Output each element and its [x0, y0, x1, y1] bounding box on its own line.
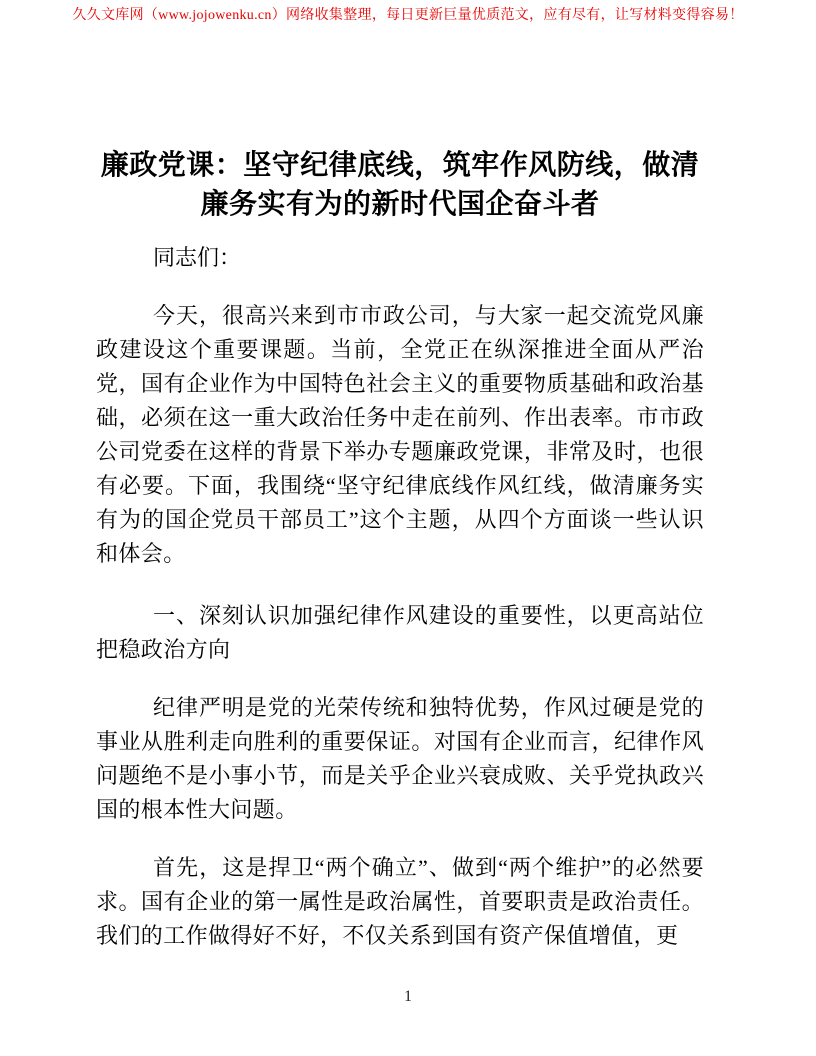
site-watermark-header: 久久文库网（www.jojowenku.cn）网络收集整理，每日更新巨量优质范文，应有尽有，让写材料变得容易！: [72, 8, 744, 23]
document-title: 廉政党课：坚守纪律底线，筑牢作风防线，做清廉务实有为的新时代国企奋斗者: [100, 150, 700, 220]
salutation-line: 同志们：: [153, 245, 242, 270]
body-paragraph-1: 纪律严明是党的光荣传统和独特优势，作风过硬是党的事业从胜利走向胜利的重要保证。对国有企业而言，纪律作风问题绝不是小事小节，而是关乎企业兴衰成败、关乎党执政兴国的根本性大问题。: [96, 695, 704, 822]
document-content: [96, 146, 704, 953]
body-paragraph-2: 首先，这是捍卫“两个确立”、做到“两个维护”的必然要求。国有企业的第一属性是政治属性，首要职责是政治责任。我们的工作做得好不好，不仅关系到国有资产保值增值，更: [96, 855, 704, 948]
intro-paragraph: 今天，很高兴来到市市政公司，与大家一起交流党风廉政建设这个重要课题。当前，全党正在纵深推进全面从严治党，国有企业作为中国特色社会主义的重要物质基础和政治基础，必须在这一重大政治任务中走在前列、作出表率。市市政公司党委在这样的背景下举办专题廉政党课，非常及时，也很有必要。下面，我围绕“坚守纪律底线作风红线，做清廉务实有为的国企党员干部员工”这个主题，从四个方面谈一些认识和体会。: [96, 303, 704, 566]
page-number: 1: [404, 988, 412, 1005]
section-heading-1: 一、深刻认识加强纪律作风建设的重要性，以更高站位把稳政治方向: [96, 603, 704, 662]
